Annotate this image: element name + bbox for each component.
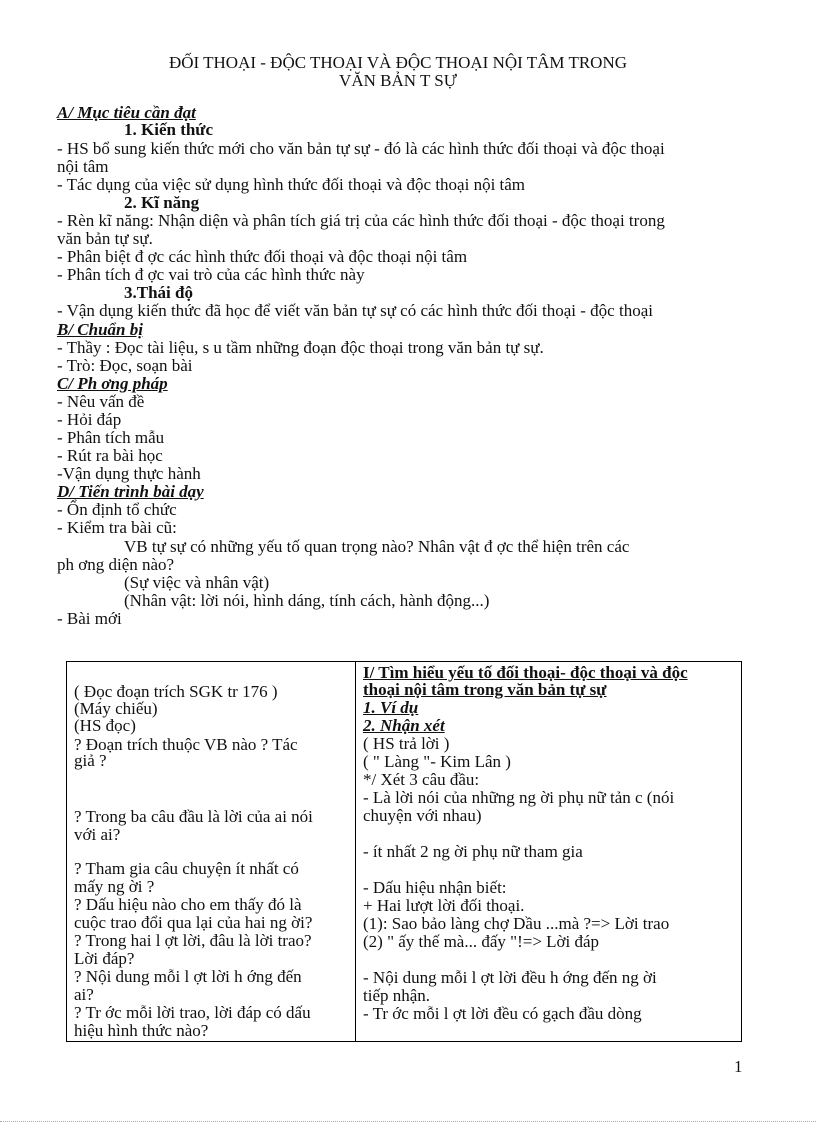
left-cell-line: mấy ng ời ? (74, 877, 155, 896)
left-cell-line: (HS đọc) (74, 716, 136, 735)
heading-ki-nang: 2. Kĩ năng (124, 193, 200, 212)
right-cell-heading: thoại nội tâm trong văn bản tự sự (363, 680, 607, 699)
right-cell-line: - Nội dung mỗi l ợt lời đều h ớng đến ng ời (363, 968, 657, 987)
left-cell-line: hiệu hình thức nào? (74, 1021, 209, 1040)
right-cell-line: ( " Làng "- Kim Lân ) (363, 752, 511, 771)
left-cell-line: cuộc trao đổi qua lại của hai ng ời? (74, 913, 313, 932)
text-ki-nang-3: - Phân tích đ ợc vai trò của các hình thức này (57, 265, 365, 284)
text-tt-2: - Kiểm tra bài cũ: (57, 518, 177, 537)
left-cell-line: Lời đáp? (74, 949, 135, 968)
text-kien-thuc-1b: nội tâm (57, 157, 109, 176)
right-cell-line: */ Xét 3 câu đầu: (363, 770, 480, 789)
table-column-divider (355, 661, 356, 1042)
right-cell-line: ( HS trả lời ) (363, 734, 450, 753)
text-pp-2: - Hỏi đáp (57, 410, 122, 429)
right-cell-subheading: 1. Ví dụ (363, 698, 419, 717)
right-cell-subheading: 2. Nhận xét (363, 716, 445, 735)
left-cell-line: ( Đọc đoạn trích SGK tr 176 ) (74, 682, 278, 701)
left-cell-line: (Máy chiếu) (74, 699, 158, 718)
text-pp-3: - Phân tích mẫu (57, 428, 165, 447)
text-kien-thuc-2: - Tác dụng của việc sử dụng hình thức đối thoại và độc thoại nội tâm (57, 175, 526, 194)
heading-thai-do: 3.Thái độ (124, 283, 193, 302)
text-tt-3b: ph ơng diện nào? (57, 555, 175, 574)
text-pp-1: - Nêu vấn đề (57, 392, 145, 411)
text-tt-5: (Nhân vật: lời nói, hình dáng, tính cách, hành động...) (124, 591, 490, 610)
text-pp-4: - Rút ra bài học (57, 446, 163, 465)
heading-muc-tieu: A/ Mục tiêu cần đạt (57, 103, 196, 122)
heading-chuan-bi: B/ Chuẩn bị (57, 320, 143, 339)
text-chuan-bi-1: - Thầy : Đọc tài liệu, s u tầm những đoạn độc thoại trong văn bản tự sự. (57, 338, 544, 357)
right-cell-line: - Tr ớc mỗi l ợt lời đều có gạch đầu dòng (363, 1004, 642, 1023)
left-cell-line: ai? (74, 985, 94, 1004)
right-cell-line: (2) " ấy thế mà... đấy "!=> Lời đáp (363, 932, 600, 951)
right-cell-line: - ít nhất 2 ng ời phụ nữ tham gia (363, 842, 583, 861)
heading-tien-trinh: D/ Tiến trình bài dạy (57, 482, 204, 501)
text-tt-6: - Bài mới (57, 609, 122, 628)
text-tt-3a: VB tự sự có những yếu tố quan trọng nào? Nhân vật đ ợc thể hiện trên các (124, 537, 630, 556)
left-cell-line: với ai? (74, 825, 121, 844)
right-cell-line: - Là lời nói của những ng ời phụ nữ tản c (nói (363, 788, 675, 807)
text-ki-nang-2: - Phân biệt đ ợc các hình thức đối thoại và độc thoại nội tâm (57, 247, 468, 266)
text-ki-nang-1a: - Rèn kĩ năng: Nhận diện và phân tích giá trị của các hình thức đối thoại - độc thoại trong (57, 211, 665, 230)
right-cell-line: - Dấu hiệu nhận biết: (363, 878, 507, 897)
page-title-line-2: VĂN BẢN T SỰ (339, 71, 457, 90)
text-chuan-bi-2: - Trò: Đọc, soạn bài (57, 356, 193, 375)
right-cell-line: tiếp nhận. (363, 986, 431, 1005)
right-cell-line: + Hai lượt lời đối thoại. (363, 896, 525, 915)
left-cell-line: giả ? (74, 751, 107, 770)
page-title-line-1: ĐỐI THOẠI - ĐỘC THOẠI VÀ ĐỘC THOẠI NỘI TÂM TRONG (168, 53, 628, 72)
left-cell-line: ? Nội dung mỗi l ợt lời h ớng đến (74, 967, 302, 986)
right-cell-line: (1): Sao bảo làng chợ Dầu ...mà ?=> Lời trao (363, 914, 670, 933)
page-number: 1 (734, 1057, 743, 1076)
left-cell-line: ? Tr ớc mỗi lời trao, lời đáp có dấu (74, 1003, 311, 1022)
text-ki-nang-1b: văn bản tự sự. (57, 229, 153, 248)
right-cell-line: chuyện với nhau) (363, 806, 482, 825)
left-cell-line: ? Tham gia câu chuyện ít nhất có (74, 859, 299, 878)
page-bottom-divider (0, 1121, 816, 1122)
text-pp-5: -Vận dụng thực hành (57, 464, 201, 483)
left-cell-line: ? Đoạn trích thuộc VB nào ? Tác (74, 735, 298, 754)
text-tt-4: (Sự việc và nhân vật) (124, 573, 270, 592)
right-cell-heading: I/ Tìm hiểu yếu tố đối thoại- độc thoại và độc (363, 663, 688, 682)
heading-phuong-phap: C/ Ph ơng pháp (57, 374, 168, 393)
text-tt-1: - Ổn định tổ chức (57, 500, 177, 519)
text-kien-thuc-1a: - HS bổ sung kiến thức mới cho văn bản tự sự - đó là các hình thức đối thoại và độc thoại (57, 139, 665, 158)
left-cell-line: ? Trong ba câu đầu là lời của ai nói (74, 807, 313, 826)
text-thai-do-1: - Vận dụng kiến thức đã học để viết văn bản tự sự có các hình thức đối thoại - độc thoại (57, 301, 653, 320)
left-cell-line: ? Dấu hiệu nào cho em thấy đó là (74, 895, 302, 914)
heading-kien-thuc: 1. Kiến thức (124, 120, 214, 139)
left-cell-line: ? Trong hai l ợt lời, đâu là lời trao? (74, 931, 312, 950)
